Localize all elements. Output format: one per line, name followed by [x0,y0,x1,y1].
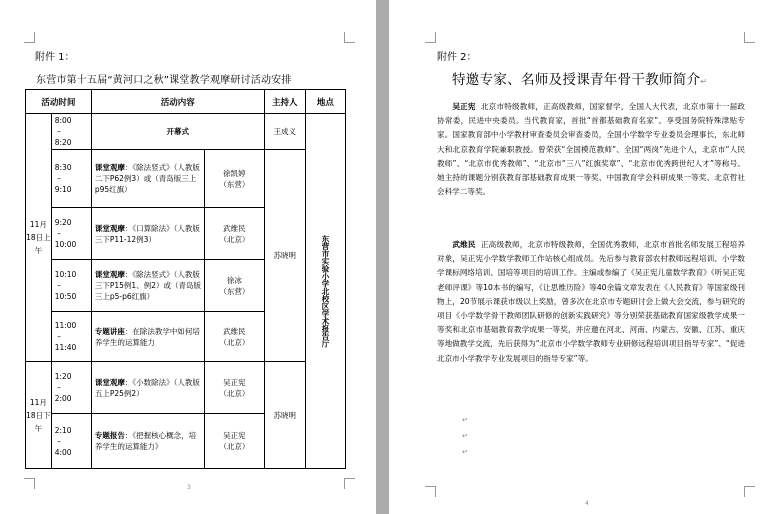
activity-cell: 课堂观摩：《小数除法》（人教版五上P25例2） [91,362,204,414]
document-page-left [0,0,376,514]
header-time: 活动时间 [26,90,92,114]
attachment-label: 附件 1： [35,52,75,63]
time-cell: 10:10 – 10:50 [51,260,91,312]
table-row [26,114,346,150]
document-title: 东营市第十五届“黄河口之秋”课堂教学观摩研讨活动安排 [36,75,292,86]
bio-name: 吴正宪 [452,102,476,111]
time-cell: 9:20 – 10:00 [51,208,91,260]
activity-cell: 专题讲座：在除法教学中如何培养学生的运算能力 [91,312,204,362]
activity-opening: 开幕式 [91,114,264,150]
activity-cell: 课堂观摩：《除法竖式》（人教版二下P62例3）或（青岛版三上p95红旗） [91,150,204,208]
date-afternoon: 11月18日下午 [26,362,52,469]
bio-paragraph [437,100,745,199]
time-cell: 1:20 – 2:00 [51,362,91,414]
paragraph-mark: ↵ [462,416,468,424]
bio-name: 武维民 [452,240,476,249]
table-row [26,150,346,208]
crop-mark [425,486,436,497]
activity-cell: 课堂观摩：《口算除法》（人教版三下P11-12例3） [91,208,204,260]
paragraph-mark: ↵ [462,432,468,440]
crop-mark [425,32,436,43]
document-page-right [389,0,776,514]
crop-mark [344,32,355,43]
section-title: 特邀专家、名师及授课青年骨干教师简介↵ [452,72,708,88]
time-cell: 11:00 – 11:40 [51,312,91,362]
host-cell-morning: 苏晓明 [264,150,305,362]
time-cell: 8:30 – 9:10 [51,150,91,208]
table-header-row [26,90,346,114]
page-number: 3 [187,484,191,491]
speaker-cell: 武维民 （北京） [205,208,265,260]
host-cell-afternoon: 苏晓明 [264,362,305,469]
crop-mark [24,32,35,43]
header-content: 活动内容 [91,90,264,114]
page-gutter [376,0,389,514]
crop-mark [744,486,755,497]
speaker-cell: 武维民 （北京） [205,312,265,362]
table-row [26,362,346,414]
date-morning: 11月18日上午 [26,114,52,362]
paragraph-mark: ↵ [462,448,468,456]
header-venue: 地点 [305,90,345,114]
bio-text: 正高级教师，北京市特级教师，全国优秀教师，北京市首批名师发展工程培养对象，吴正宪小学数学教师工作站核心组成员。先后参与教育部农村教师远程培训、小学数学课标网络培训、国培等项目的培训工作。主编或参编了《吴正宪儿童数学教育》《听吴正宪老师评课》等10本书的编写，《让思维历险》等40余篇文章发表在《人民教育》等国家级刊物上，20节展示课获市级以上奖励，曾多次在北京市专题研讨会上做大会交流，参与研究的项目《小学数学骨干教师团队研修的创新实践研究》等分别荣获基础教育国家级教学成果一等奖和北京市基础教育教学成果一等奖，并应邀在河北、河南、内蒙古、安徽、江苏、重庆等地做教学交流，先后获得为“北京市小学数学教师专业研修远程培训项目指导专家”、“促进北京市小学教学专业发展项目的指导专家”等。 [437,240,746,363]
header-host: 主持人 [264,90,305,114]
venue-cell: 东营市实验小学北校区学术报告厅 [305,114,345,469]
speaker-cell: 徐凯婷 （东营） [205,150,265,208]
speaker-cell: 徐冰 （东营） [205,260,265,312]
crop-mark [24,478,35,489]
page-number: 4 [585,500,589,507]
activity-cell: 课堂观摩：《除法竖式》（人教版三下P15例1、例2）或（青岛版三上p5-p6红旗） [91,260,204,312]
crop-mark [344,478,355,489]
activity-cell: 专题报告：《把握核心概念，培养学生的运算能力》 [91,414,204,469]
time-cell: 2:10 – 4:00 [51,414,91,469]
speaker-cell: 吴正宪 （北京） [205,414,265,469]
host-cell: 王成义 [264,114,305,150]
crop-mark [744,32,755,43]
attachment-label: 附件 2： [437,52,477,63]
schedule-table [25,89,346,469]
bio-text: 北京市特级教师，正高级教师，国家督学，全国人大代表，北京市第十一届政协常委，民进中央委员。当代教育家，首批“首都基础教育名家”。享受国务院特殊津贴专家。国家教育部中小学教材审查委员会审查委员，全国小学数学专业委员会理事长，东北师大和北京教育学院兼职教授。曾荣获“全国模范教师”、全国“两岗”先进个人，北京市“人民教师”、“北京市优秀教师”、“北京市“三八”红旗奖章”、“北京市优秀跨世纪人才”等称号。她主持的课题分别获教育部基础教育成果一等奖、中国教育学会科研成果一等奖、北京哲社会科学二等奖。 [437,102,746,197]
speaker-cell: 吴正宪 （北京） [205,362,265,414]
time-cell: 8:00 – 8:20 [51,114,91,150]
bio-paragraph [437,238,745,366]
